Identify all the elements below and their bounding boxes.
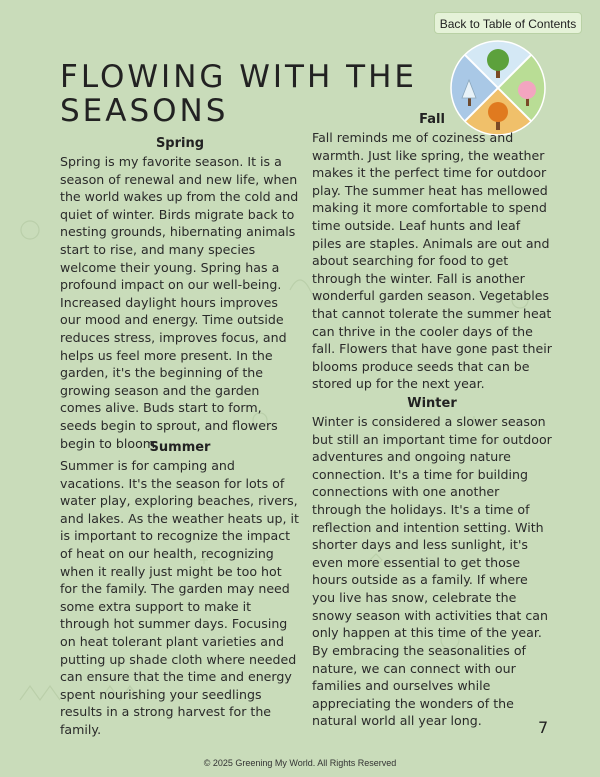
summer-heading: Summer <box>149 440 211 455</box>
back-to-contents-button[interactable]: Back to Table of Contents <box>434 12 582 34</box>
spring-heading: Spring <box>155 136 205 151</box>
closing-paragraph: By embracing the seasonalities of nature, we can connect with our families and ourselves while appreciating the wonders of the natural world all year long. <box>312 643 526 729</box>
copyright-footer: © 2025 Greening My World. All Rights Reserved <box>203 758 397 768</box>
page-number: 7 <box>538 718 549 737</box>
winter-paragraph: Winter is considered a slower season but still an important time for outdoor adventures and ongoing nature connection. It's a time for building connections with one another through the holidays. It's a time of reflection and intention setting. With shorter days and less sunlight, it's even more essential to get those hours outside as a family. If where you live has snow, celebrate the snowy season with activities that can only happen at this time of the year. <box>312 414 552 641</box>
fall-heading: Fall <box>419 112 445 127</box>
winter-heading: Winter <box>407 396 457 411</box>
spring-paragraph: Spring is my favorite season. It is a season of renewal and new life, when the world wakes up from the cold and quiet of winter. Birds migrate back to nesting grounds, hibernating animals start to rise, and many species welcome their young. Spring has a profound impact on our well-being. Increased daylight hours improves our mood and energy. Time outside reduces stress, improves focus, and helps us feel more present. In the garden, it's the beginning of the growing season and the garden comes alive. Buds start to form, seeds begin to sprout, and flowers begin to bloom. <box>60 154 299 451</box>
page-title: FLOWING WITH THE SEASONS <box>60 59 417 129</box>
fall-paragraph: Fall reminds me of coziness and warmth. Just like spring, the weather makes it the perfect time for outdoor play. The summer heat has mellowed making it more comfortable to spend time outside. Leaf hunts and leaf piles are staples. Animals are out and about searching for food to get through the winter. Fall is another wonderful garden season. Vegetables that cannot tolerate the summer heat can thrive in the cooler days of the fall. Flowers that have gone past their blooms produce seeds that can be stored up for the next year. <box>312 130 552 392</box>
summer-paragraph: Summer is for camping and vacations. It's the season for lots of water play, exploring beaches, rivers, and lakes. As the weather heats up, it is important to recognize the impact of heat on our health, recognizing when it really just might be too hot for the family. The garden may need some extra support to make it through hot summer days. Focusing on heat tolerant plant varieties and putting up shade cloth where needed can ensure that the time and energy spent nourishing your seedlings results in a strong harvest for the family. <box>60 458 299 737</box>
